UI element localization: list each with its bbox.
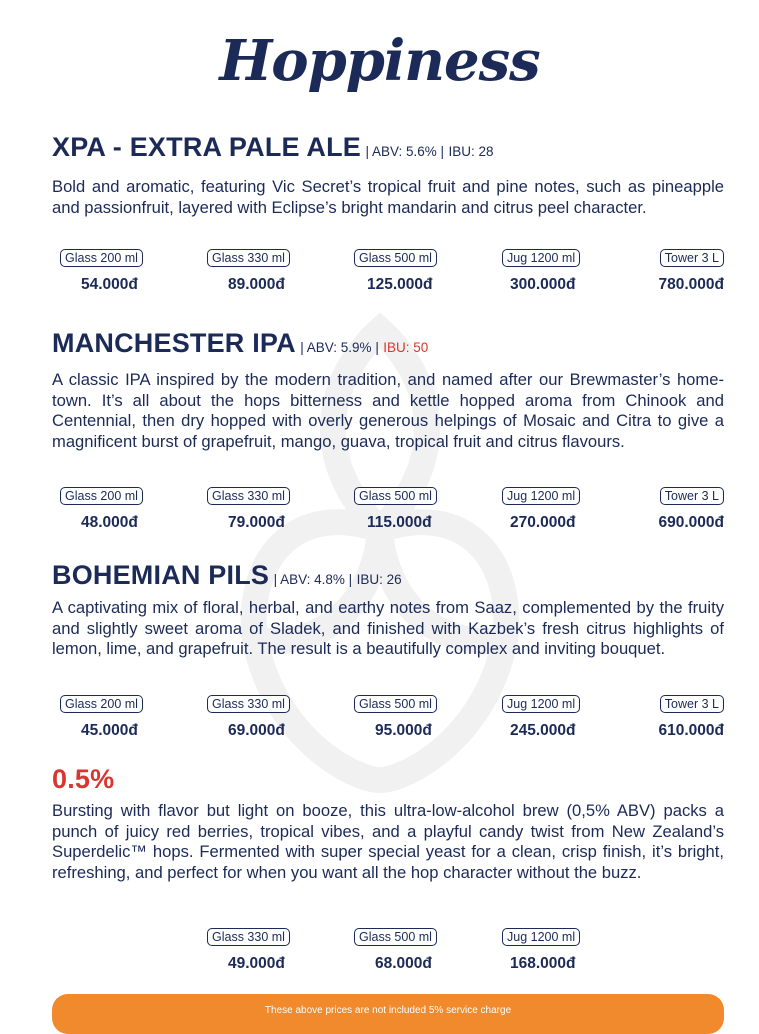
size-label: Glass 500 ml bbox=[354, 695, 437, 713]
size-price: 54.000đ bbox=[81, 276, 138, 293]
size-price: 68.000đ bbox=[375, 955, 432, 972]
size-option[interactable] bbox=[502, 928, 612, 973]
size-price: 115.000đ bbox=[367, 514, 432, 531]
size-price: 780.000đ bbox=[658, 276, 724, 293]
size-label: Glass 200 ml bbox=[60, 249, 143, 267]
size-option[interactable] bbox=[614, 695, 724, 740]
beer-name: MANCHESTER IPA bbox=[52, 328, 296, 358]
beer-description: Bold and aromatic, featuring Vic Secret’s tropical fruit and pine notes, such as pineapple and passionfruit, layered with Eclipse’s bright mandarin and citrus peel character. bbox=[52, 177, 724, 217]
size-label: Tower 3 L bbox=[660, 695, 724, 713]
size-option[interactable] bbox=[60, 487, 170, 532]
beer-title-manchester-ipa bbox=[52, 328, 428, 359]
size-label: Glass 200 ml bbox=[60, 487, 143, 505]
size-price: 45.000đ bbox=[81, 722, 138, 739]
size-label: Glass 330 ml bbox=[207, 695, 290, 713]
size-option[interactable] bbox=[207, 695, 317, 740]
size-label: Jug 1200 ml bbox=[502, 487, 580, 505]
beer-ibu: IBU: 50 bbox=[383, 340, 429, 355]
beer-abv: | ABV: 5.9% | bbox=[300, 340, 379, 355]
size-price: 69.000đ bbox=[228, 722, 285, 739]
beer-ibu: IBU: 26 bbox=[356, 572, 402, 587]
size-label: Glass 330 ml bbox=[207, 249, 290, 267]
size-label: Glass 200 ml bbox=[60, 695, 143, 713]
brand-logo: Hoppiness bbox=[219, 28, 540, 94]
size-label: Tower 3 L bbox=[660, 487, 724, 505]
beer-name: XPA - EXTRA PALE ALE bbox=[52, 132, 362, 162]
size-label: Glass 330 ml bbox=[207, 487, 290, 505]
size-option[interactable] bbox=[207, 928, 317, 973]
beer-name: BOHEMIAN PILS bbox=[52, 560, 270, 590]
size-price: 48.000đ bbox=[81, 514, 138, 531]
size-label: Glass 500 ml bbox=[354, 487, 437, 505]
size-price: 168.000đ bbox=[510, 955, 576, 972]
beer-name: 0.5% bbox=[52, 764, 115, 794]
size-price: 690.000đ bbox=[658, 514, 724, 531]
size-option[interactable] bbox=[614, 487, 724, 532]
size-price: 49.000đ bbox=[228, 955, 285, 972]
size-option[interactable] bbox=[354, 249, 464, 294]
size-label: Glass 500 ml bbox=[354, 249, 437, 267]
size-price: 95.000đ bbox=[375, 722, 432, 739]
beer-ibu: IBU: 28 bbox=[448, 144, 494, 159]
beer-title-bohemian-pils bbox=[52, 560, 402, 591]
size-option[interactable] bbox=[502, 695, 612, 740]
beer-abv: | ABV: 5.6% | bbox=[365, 144, 445, 159]
beer-abv: | ABV: 4.8% | bbox=[273, 572, 353, 587]
size-price: 125.000đ bbox=[367, 276, 433, 293]
size-price: 270.000đ bbox=[510, 514, 576, 531]
size-label: Jug 1200 ml bbox=[502, 695, 580, 713]
size-price: 79.000đ bbox=[228, 514, 285, 531]
size-option[interactable] bbox=[207, 249, 317, 294]
size-label: Glass 330 ml bbox=[207, 928, 290, 946]
beer-description: A captivating mix of floral, herbal, and earthy notes from Saaz, complemented by the fruity and slightly sweet aroma of Sladek, and finished with Kazbek’s fresh citrus highlights of lemon, lime, and grapefruit. The result is a beautifully complex and inviting bouquet. bbox=[52, 598, 724, 659]
size-label: Jug 1200 ml bbox=[502, 249, 580, 267]
size-label: Glass 500 ml bbox=[354, 928, 437, 946]
size-option[interactable] bbox=[614, 249, 724, 294]
size-price: 89.000đ bbox=[228, 276, 285, 293]
size-label: Jug 1200 ml bbox=[502, 928, 580, 946]
size-option[interactable] bbox=[354, 487, 464, 532]
size-price: 245.000đ bbox=[510, 722, 576, 739]
size-option[interactable] bbox=[502, 487, 612, 532]
beer-title-xpa bbox=[52, 132, 494, 163]
size-option[interactable] bbox=[354, 695, 464, 740]
size-price: 300.000đ bbox=[510, 276, 576, 293]
size-label: Tower 3 L bbox=[660, 249, 724, 267]
service-charge-note: These above prices are not included 5% service charge bbox=[52, 994, 724, 1034]
beer-title-non-alcoholic bbox=[52, 764, 114, 795]
size-price: 610.000đ bbox=[658, 722, 724, 739]
size-option[interactable] bbox=[502, 249, 612, 294]
beer-description: Bursting with flavor but light on booze, this ultra-low-alcohol brew (0,5% ABV) packs a punch of juicy red berries, tropical vibes, and a playful candy twist from New Zealand’s Superdelic™ hops. Fermented with super special yeast for a clean, crisp finish, it’s bright, refreshing, and perfect for when you want all the hop character without the buzz. bbox=[52, 801, 724, 883]
size-option[interactable] bbox=[354, 928, 464, 973]
size-option[interactable] bbox=[60, 695, 170, 740]
size-option[interactable] bbox=[207, 487, 317, 532]
beer-description: A classic IPA inspired by the modern tradition, and named after our Brewmaster’s home-town. It’s all about the hops bitterness and kettle hopped aroma from Chinook and Centennial, then dry hopped with overly generous helpings of Mosaic and Citra to give a magnificent burst of grapefruit, mango, guava, tropical fruit and citrus flavours. bbox=[52, 370, 724, 452]
size-option[interactable] bbox=[60, 249, 170, 294]
